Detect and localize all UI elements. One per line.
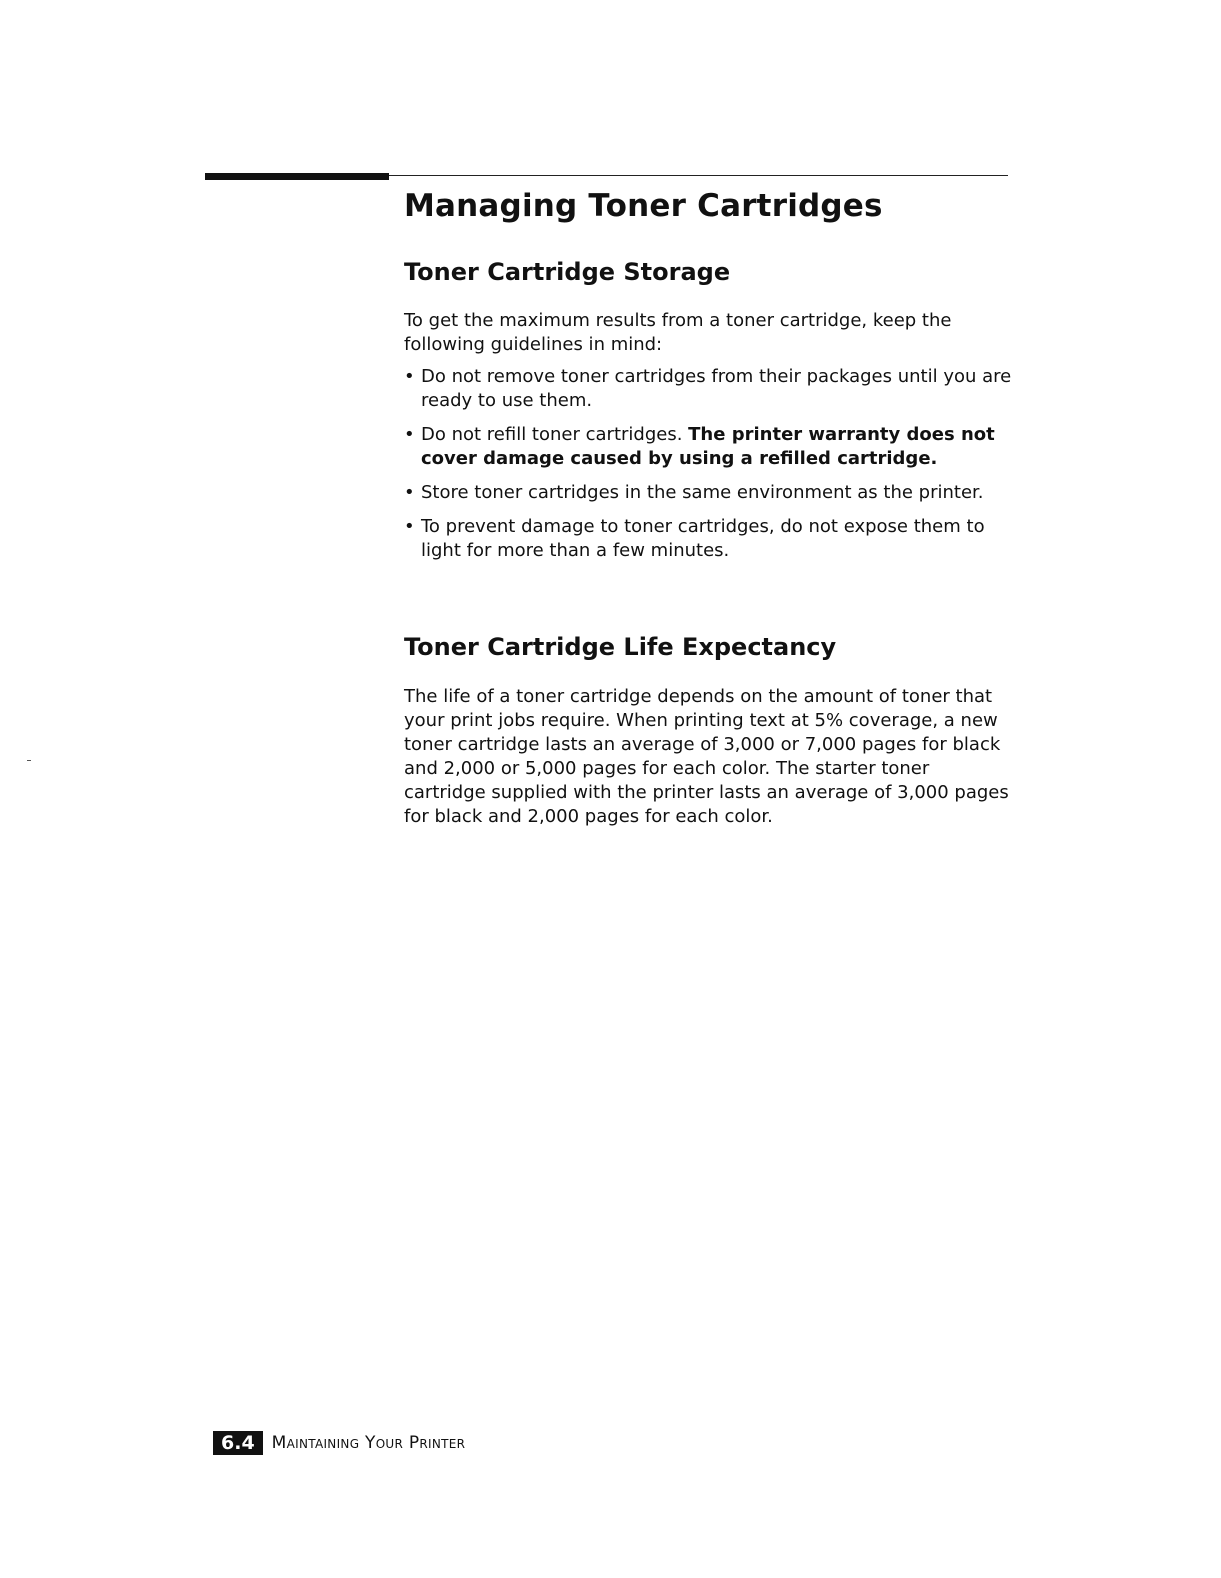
list-item-text: Store toner cartridges in the same environment as the printer. — [421, 482, 984, 503]
list-item — [404, 423, 1014, 471]
storage-intro: To get the maximum results from a toner cartridge, keep the following guidelines in mind: — [404, 310, 952, 355]
list-item-text: Do not refill toner cartridges. — [421, 424, 689, 445]
header-rule-thick — [205, 173, 389, 180]
page-title: Managing Toner Cartridges — [404, 188, 883, 224]
list-item-text: To prevent damage to toner cartridges, do not expose them to light for more than a few minutes. — [421, 516, 985, 561]
list-item — [404, 365, 1014, 413]
list-item — [404, 515, 1014, 563]
bullet-icon: • — [404, 482, 415, 503]
page-content — [404, 184, 1014, 829]
list-item — [404, 481, 1014, 505]
page-footer — [213, 1429, 465, 1457]
bullet-icon: • — [404, 424, 415, 445]
chapter-title: Maintaining Your Printer — [271, 1433, 466, 1453]
bullet-icon: • — [404, 366, 415, 387]
header-rule-thin — [389, 175, 1008, 176]
page-number-badge: 6.4 — [213, 1431, 263, 1455]
scan-mark — [27, 760, 31, 761]
list-item-text: Do not remove toner cartridges from their packages until you are ready to use them. — [421, 366, 1012, 411]
life-expectancy-text: The life of a toner cartridge depends on the amount of toner that your print jobs require. When printing text at 5% coverage, a new toner cartridge lasts an average of 3,000 or 7,000 pages for black and 2,000 or 5,000 pages for each color. The starter toner cartridge supplied with the printer lasts an average of 3,000 pages for black and 2,000 pages for each color. — [404, 686, 1009, 827]
warranty-warning: The printer warranty does not cover damage caused by using a refilled cartridge. — [421, 424, 995, 469]
bullet-icon: • — [404, 516, 415, 537]
section-heading-life-expectancy: Toner Cartridge Life Expectancy — [404, 633, 837, 661]
storage-guidelines-list — [404, 365, 1014, 563]
section-heading-storage: Toner Cartridge Storage — [404, 258, 731, 286]
